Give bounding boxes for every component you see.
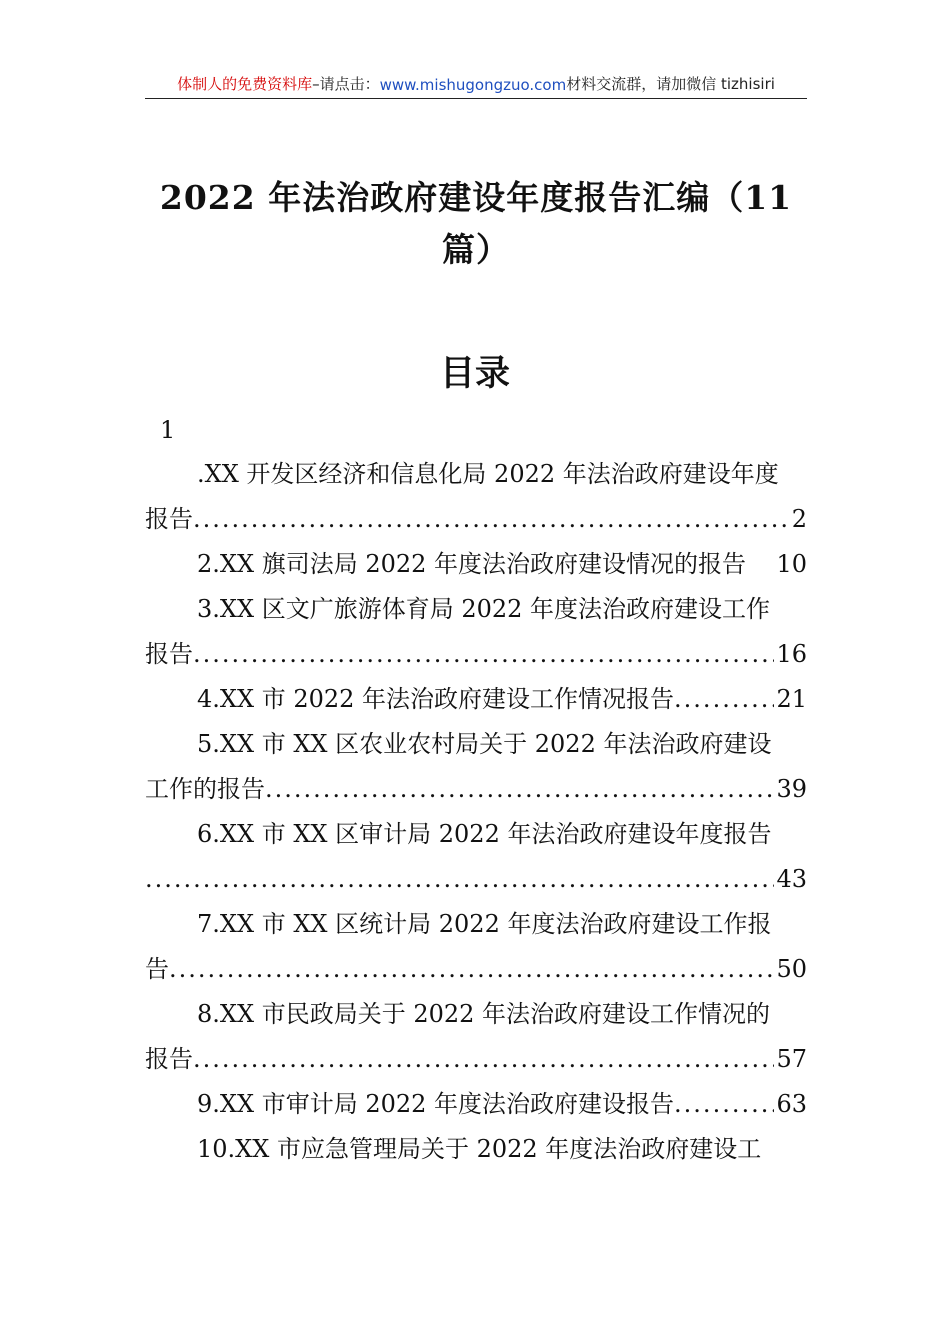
leader-dots xyxy=(193,632,774,677)
title-line-1: 2022 年法治政府建设年度报告汇编（11 xyxy=(159,178,793,217)
table-of-contents xyxy=(145,452,807,1172)
toc-entry-7-text: 告 xyxy=(145,955,169,983)
toc-entry-7-line2[interactable] xyxy=(145,947,807,992)
leader-dots xyxy=(674,677,774,722)
leader-dots xyxy=(169,947,774,992)
toc-entry-4-text: 4.XX 市 2022 年法治政府建设工作情况报告 xyxy=(197,685,675,713)
leader-dots xyxy=(193,497,790,542)
toc-entry-1-page: 2 xyxy=(791,505,807,533)
toc-entry-8-page: 57 xyxy=(776,1045,807,1073)
toc-entry-10-line1[interactable]: 10.XX 市应急管理局关于 2022 年度法治政府建设工 xyxy=(197,1135,762,1163)
leader-dots xyxy=(674,1082,774,1127)
toc-entry-6-page: 43 xyxy=(776,865,807,893)
toc-entry-8-line2[interactable] xyxy=(145,1037,807,1082)
toc-entry-8-line1[interactable]: 8.XX 市民政局关于 2022 年法治政府建设工作情况的 xyxy=(197,1000,771,1028)
toc-entry-6-line1[interactable]: 6.XX 市 XX 区审计局 2022 年法治政府建设年度报告 xyxy=(197,820,772,848)
toc-heading: 目录 xyxy=(439,353,510,394)
toc-entry-5-line1[interactable]: 5.XX 市 XX 区农业农村局关于 2022 年法治政府建设 xyxy=(197,730,772,758)
toc-entry-2[interactable] xyxy=(145,542,807,587)
toc-entry-4-page: 21 xyxy=(776,685,807,713)
header-suffix: 材料交流群，请加微信 tizhisiri xyxy=(566,75,775,93)
toc-entry-4[interactable] xyxy=(145,677,807,722)
toc-entry-5-page: 39 xyxy=(776,775,807,803)
site-link[interactable]: www.mishugongzuo.com xyxy=(379,76,567,94)
document-title xyxy=(145,172,807,276)
toc-entry-3-line2[interactable] xyxy=(145,632,807,677)
stray-number: 1 xyxy=(160,416,176,444)
toc-entry-6-line2[interactable] xyxy=(145,857,807,902)
toc-entry-8-text: 报告 xyxy=(145,1045,193,1073)
toc-entry-3-page: 16 xyxy=(776,640,807,668)
toc-entry-2-text: 2.XX 旗司法局 2022 年度法治政府建设情况的报告 xyxy=(197,550,747,578)
toc-entry-9-text: 9.XX 市审计局 2022 年度法治政府建设报告 xyxy=(197,1090,675,1118)
toc-entry-1-line1[interactable]: .XX 开发区经济和信息化局 2022 年法治政府建设年度 xyxy=(197,460,779,488)
toc-entry-1-text: 报告 xyxy=(145,505,193,533)
site-name: 体制人的免费资料库 xyxy=(177,75,313,93)
toc-entry-1-line2[interactable] xyxy=(145,497,807,542)
leader-dots xyxy=(193,1037,774,1082)
toc-entry-3-text: 报告 xyxy=(145,640,193,668)
toc-entry-5-line2[interactable] xyxy=(145,767,807,812)
leader-dots xyxy=(145,857,774,902)
click-text: –请点击： xyxy=(312,75,380,93)
toc-entry-2-page: 10 xyxy=(776,550,807,578)
title-line-2: 篇） xyxy=(442,230,510,269)
toc-entry-3-line1[interactable]: 3.XX 区文广旅游体育局 2022 年度法治政府建设工作 xyxy=(197,595,771,623)
toc-entry-7-page: 50 xyxy=(776,955,807,983)
toc-entry-7-line1[interactable]: 7.XX 市 XX 区统计局 2022 年度法治政府建设工作报 xyxy=(197,910,772,938)
page-header xyxy=(145,68,807,99)
toc-entry-9-page: 63 xyxy=(776,1090,807,1118)
toc-entry-5-text: 工作的报告 xyxy=(145,775,265,803)
leader-dots xyxy=(265,767,774,812)
toc-entry-9[interactable] xyxy=(145,1082,807,1127)
